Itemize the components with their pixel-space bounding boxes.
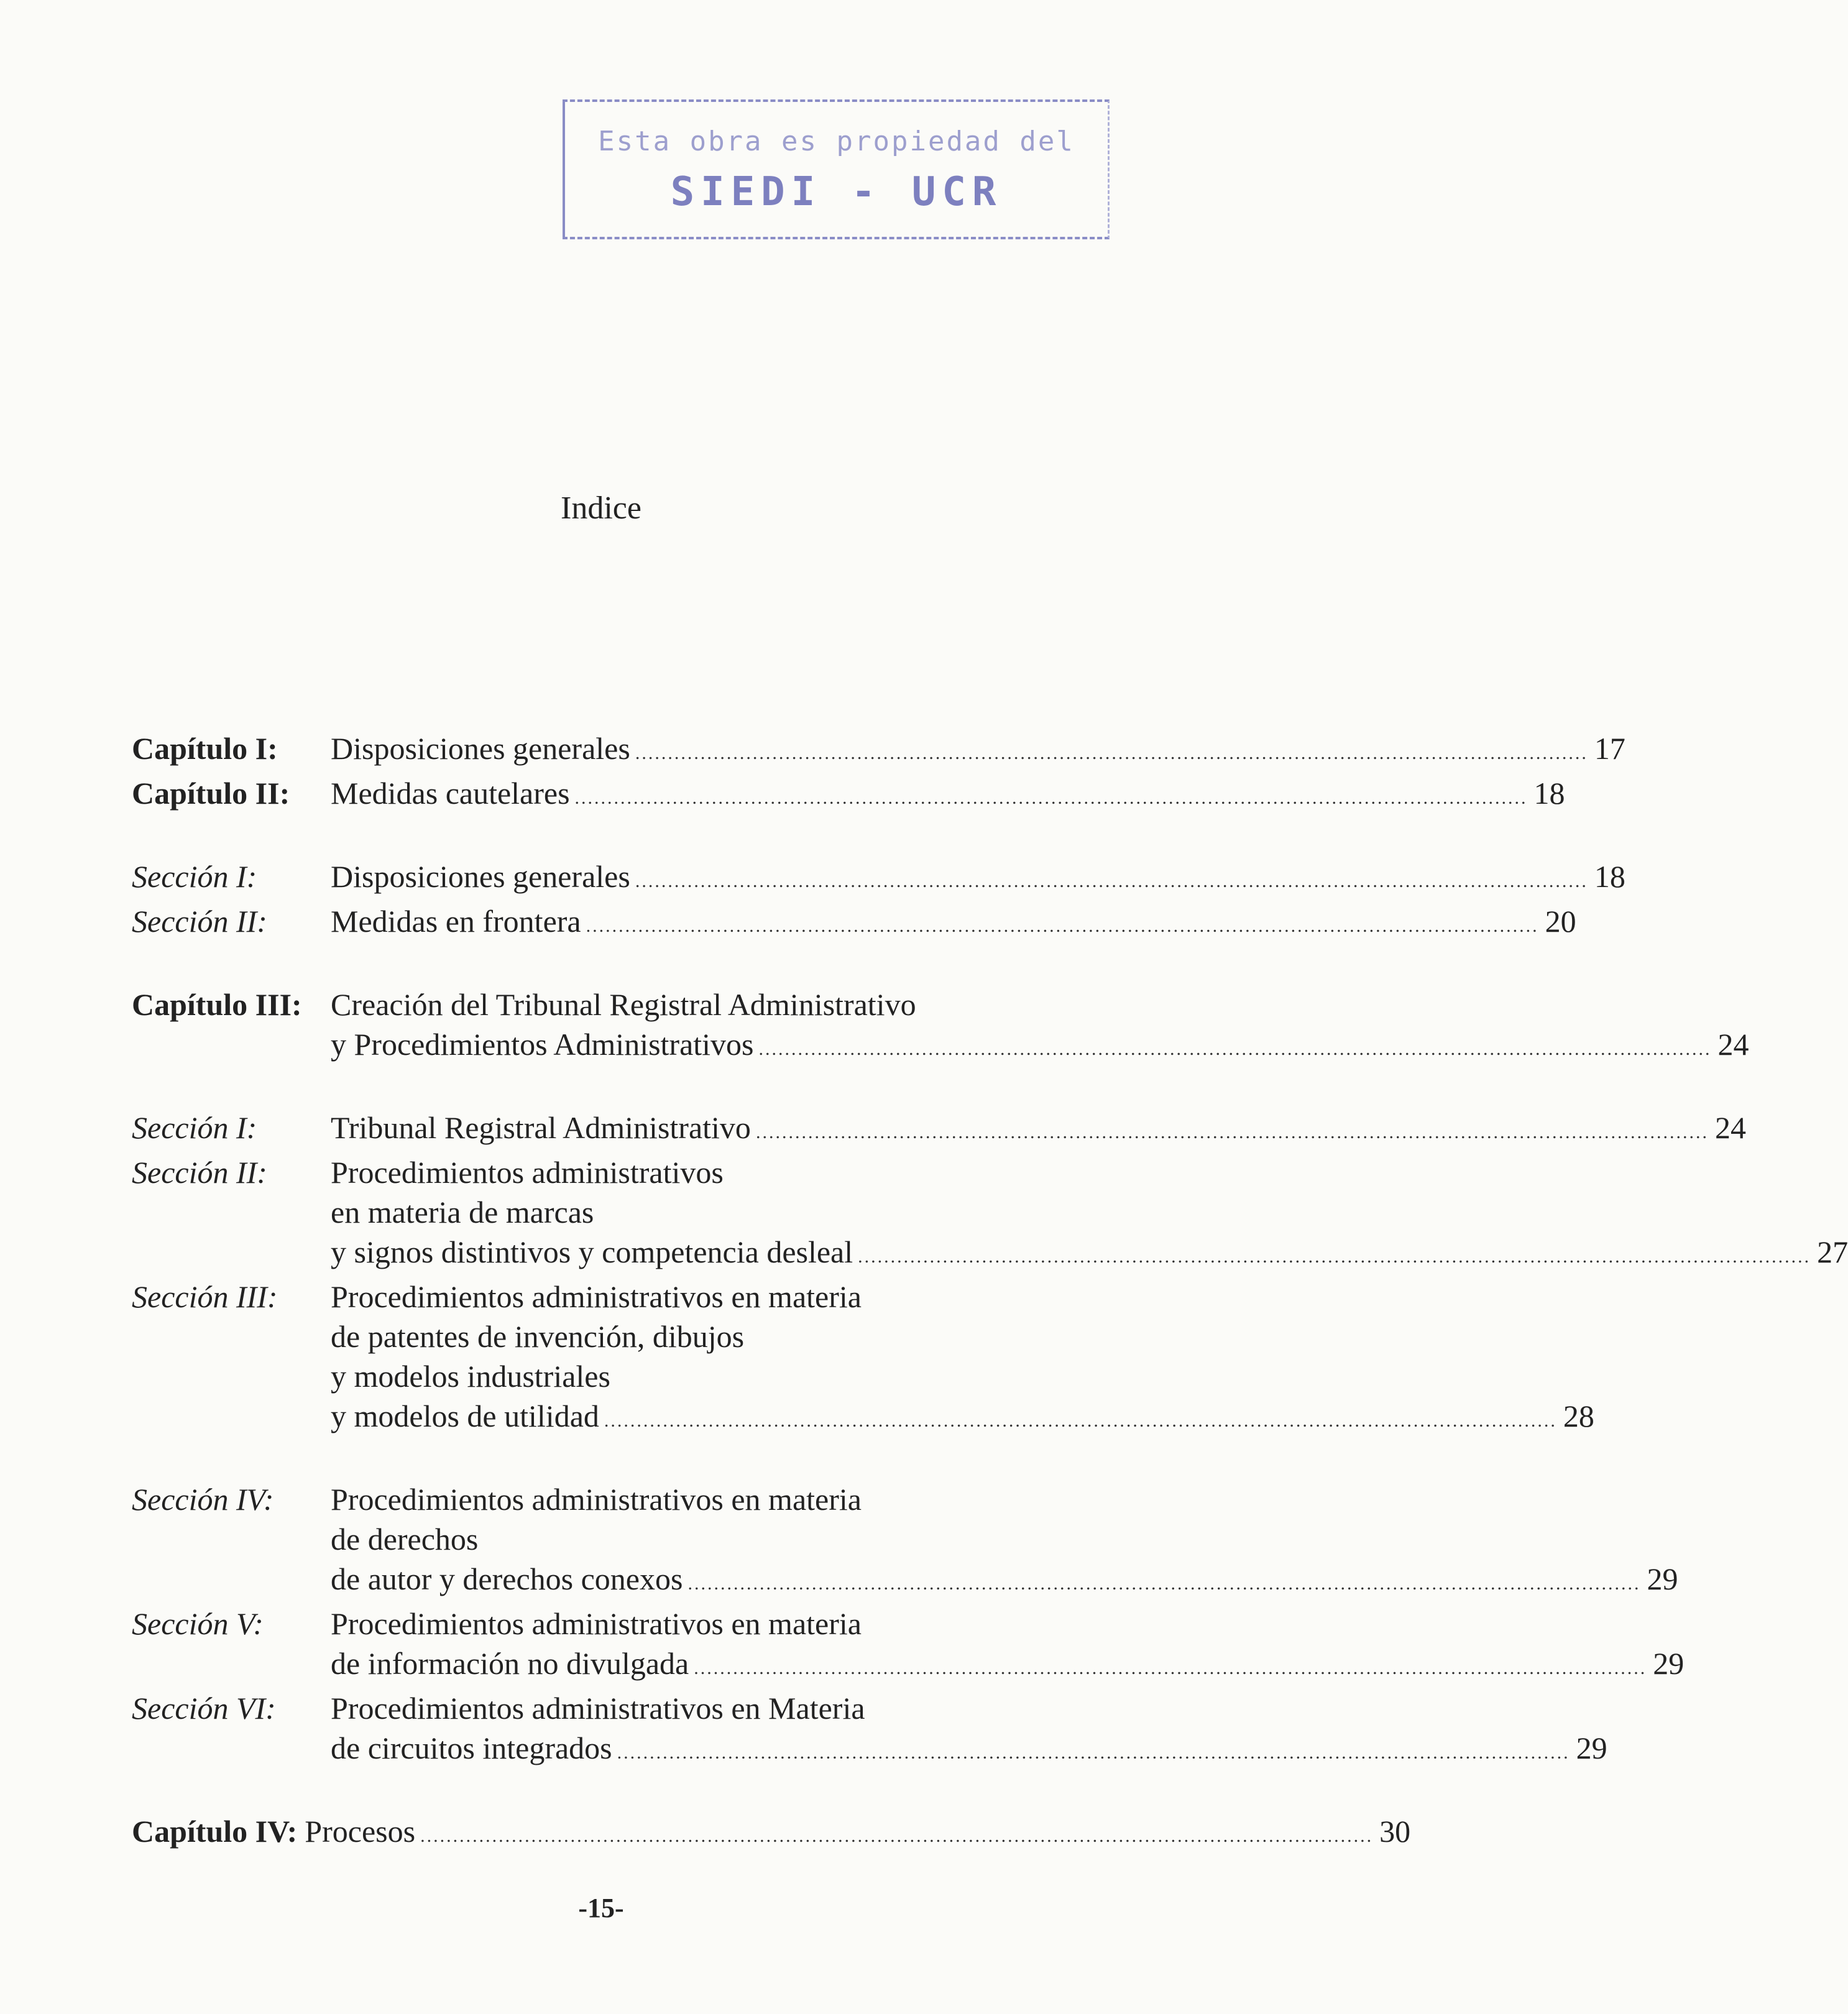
dot-leader: .................................................................................................................................................. (635, 871, 1588, 891)
entry-title: Disposiciones generales (331, 731, 630, 766)
section-label: Sección V: (132, 1606, 264, 1641)
table-of-contents (132, 729, 1848, 1856)
entry-title-line: Procedimientos administrativos en Materia (331, 1691, 865, 1726)
page-number: -15- (578, 1893, 624, 1923)
toc-entry-cap2-sec1 (132, 857, 1625, 901)
section-label: Sección I: (132, 859, 257, 894)
entry-title: Tribunal Registral Administrativo (331, 1110, 751, 1145)
entry-title: Medidas en frontera (331, 904, 581, 939)
page-ref: 29 (1576, 1731, 1607, 1765)
chapter-label: Capítulo IV: (132, 1814, 298, 1849)
stamp-ownership-text: Esta obra es propiedad del (598, 126, 1075, 157)
entry-title-line: Creación del Tribunal Registral Administrativo (331, 987, 916, 1022)
page-ref: 24 (1714, 1110, 1746, 1145)
page-ref: 18 (1533, 776, 1565, 811)
dot-leader: .................................................................................................................................................. (420, 1826, 1374, 1846)
entry-title-line: de circuitos integrados (331, 1731, 612, 1765)
entry-title-line: Procedimientos administrativos en materia (331, 1279, 862, 1314)
toc-entry-cap3-sec4 (132, 1479, 1678, 1604)
entry-title-line: en materia de marcas (331, 1195, 594, 1230)
section-label: Sección I: (132, 1110, 257, 1145)
dot-leader: .................................................................................................................................................. (635, 743, 1588, 763)
dot-leader: .................................................................................................................................................. (604, 1410, 1557, 1431)
page-ref: 17 (1594, 731, 1625, 766)
section-label: Sección IV: (132, 1482, 274, 1517)
dot-leader: .................................................................................................................................................. (574, 788, 1528, 808)
chapter-label: Capítulo I: (132, 731, 278, 766)
toc-entry-cap3-sec3 (132, 1277, 1594, 1441)
page-ref: 28 (1563, 1399, 1594, 1433)
page-ref: 18 (1594, 859, 1625, 894)
dot-leader: .................................................................................................................................................. (758, 1039, 1712, 1059)
toc-entry-cap4 (132, 1811, 1411, 1856)
section-label: Sección VI: (132, 1691, 276, 1726)
dot-leader: .................................................................................................................................................. (586, 916, 1539, 936)
page-ref: 24 (1717, 1027, 1749, 1062)
entry-title-line: de patentes de invención, dibujos (331, 1319, 745, 1354)
toc-entry-cap3 (132, 985, 1749, 1069)
page-ref: 27 (1817, 1235, 1848, 1269)
toc-entry-cap2 (132, 773, 1565, 818)
section-label: Sección III: (132, 1279, 278, 1314)
stamp-library-name: SIEDI - UCR (670, 169, 1003, 215)
toc-entry-cap2-sec2 (132, 901, 1576, 946)
entry-title-line: Procedimientos administrativos en materia (331, 1482, 862, 1517)
toc-entry-cap3-sec1 (132, 1108, 1746, 1152)
chapter-label: Capítulo II: (132, 776, 290, 811)
page-title: Indice (561, 490, 641, 526)
entry-title: Procesos (305, 1814, 416, 1849)
toc-entry-cap1 (132, 729, 1625, 773)
dot-leader: .................................................................................................................................................. (694, 1658, 1647, 1678)
page-ref: 29 (1653, 1646, 1685, 1681)
entry-title-line: y modelos de utilidad (331, 1399, 599, 1433)
chapter-label: Capítulo III: (132, 987, 302, 1022)
toc-entry-cap3-sec6 (132, 1688, 1607, 1773)
entry-title-line: de autor y derechos conexos (331, 1561, 683, 1596)
section-label: Sección II: (132, 904, 267, 939)
toc-entry-cap3-sec2 (132, 1152, 1848, 1277)
entry-title-line: de información no divulgada (331, 1646, 689, 1681)
entry-title-line: y Procedimientos Administrativos (331, 1027, 754, 1062)
entry-title-line: Procedimientos administrativos en materia (331, 1606, 862, 1641)
dot-leader: .................................................................................................................................................. (755, 1122, 1709, 1143)
toc-entry-cap3-sec5 (132, 1604, 1685, 1688)
entry-title-line: Procedimientos administrativos (331, 1155, 724, 1190)
page-ref: 30 (1379, 1814, 1411, 1849)
section-label: Sección II: (132, 1155, 267, 1190)
entry-title: Medidas cautelares (331, 776, 570, 811)
entry-title-line: y signos distintivos y competencia desleal (331, 1235, 853, 1269)
dot-leader: .................................................................................................................................................. (617, 1742, 1570, 1763)
entry-title: Disposiciones generales (331, 859, 630, 894)
entry-title-line: de derechos (331, 1522, 479, 1556)
entry-title-line: y modelos industriales (331, 1359, 610, 1394)
page-ref: 29 (1647, 1561, 1678, 1596)
dot-leader: .................................................................................................................................................. (858, 1246, 1811, 1267)
dot-leader: .................................................................................................................................................. (687, 1573, 1641, 1594)
page-ref: 20 (1545, 904, 1576, 939)
library-stamp (563, 99, 1110, 239)
